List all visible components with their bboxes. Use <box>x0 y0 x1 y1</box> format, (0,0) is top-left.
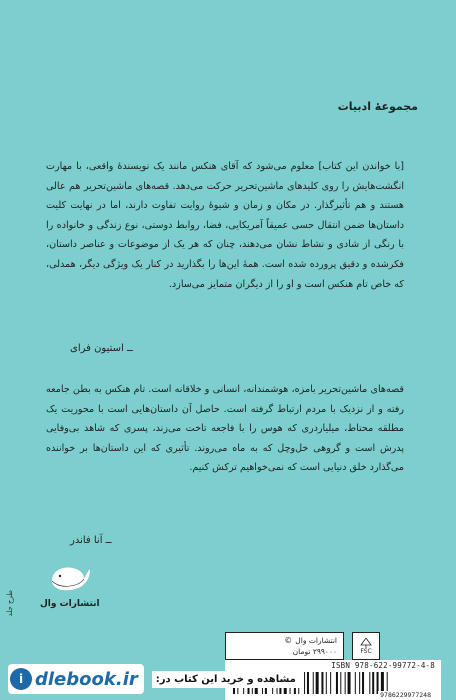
copyright-icon: © <box>284 636 293 645</box>
designer-credit: طرح جلد <box>6 590 14 617</box>
watermark-site: dlebook.ir <box>35 668 138 690</box>
barcode-number: 9786229977248 <box>380 691 431 699</box>
watermark-banner[interactable] <box>0 662 300 696</box>
price-publisher-row <box>284 636 337 645</box>
series-title: مجموعهٔ ادبیات <box>337 100 418 113</box>
quote-paragraph-1 <box>46 157 404 294</box>
isbn-text: ISBN 978-622-99772-4-8 <box>331 661 435 670</box>
watermark-logo[interactable] <box>8 664 144 694</box>
quote-text-1: [با خواندن این کتاب] معلوم می‌شود که آقای هنکس مانند یک نویسندهٔ واقعی، با مهارت انگشت‌هایش را روی کلیدهای ماشین‌تحریر حرکت می‌دهد. قصه‌های ماشین‌تحریر هم عالی هستند و هم تأثیرگذار. در مکان و زمان و شیوهٔ روایت تفاوت دارند، اما در نهایت کلیت داستان‌ها ضمن انتقال حسی عمیقاً آمریکایی، فضا، روابط دوستی، نوع زندگی و خانواده را با رنگی از شادی و نشاط نشان می‌دهند، چنان که هر یک از موضوعات و عناصر داستان، فکرشده و دقیق پرورده شده است. همهٔ این‌ها را بگذارید در کنار یک ویژگی دیگر، همدلی، که خاص تام هنکس است و او را از دیگران متمایز می‌سازد. <box>46 161 404 290</box>
quote-attribution-2: ــ آنا فاندر <box>70 535 112 546</box>
whale-logo-icon <box>48 557 92 595</box>
price-publisher-name: انتشارات وال <box>295 636 337 645</box>
watermark-caption: مشاهده و خرید این کتاب در: <box>152 671 300 688</box>
publisher-block <box>40 557 100 609</box>
fsc-label: FSC <box>360 647 372 655</box>
quote-paragraph-2 <box>46 380 404 478</box>
fsc-tree-icon <box>360 638 372 648</box>
publisher-name: انتشارات وال <box>40 599 100 609</box>
price-value: ۲۹۹۰۰۰ تومان <box>292 647 337 656</box>
fsc-badge <box>352 632 380 660</box>
quote-attribution-1: ــ استیون فرای <box>70 343 133 354</box>
book-logo-icon: i <box>10 668 32 690</box>
price-box <box>225 632 344 660</box>
quote-text-2: قصه‌های ماشین‌تحریر بامزه، هوشمندانه، انسانی و خلاقانه است. تام هنکس به بطن جامعه رفته و از نزدیک با مردم ارتباط گرفته است. حاصل آن داستان‌هایی است با محوریت یک مطلقه محتاط، میلیاردری که هوس را با فاجعه تاخت می‌زند، پسری که شاهد بی‌وفایی پدرش است و گروهی خل‌وچل که به ماه می‌روند. تأثیری که این داستان‌ها بر خواننده می‌گذارد خلق دنیایی است که نمی‌خواهیم ترکش کنیم. <box>46 384 404 474</box>
